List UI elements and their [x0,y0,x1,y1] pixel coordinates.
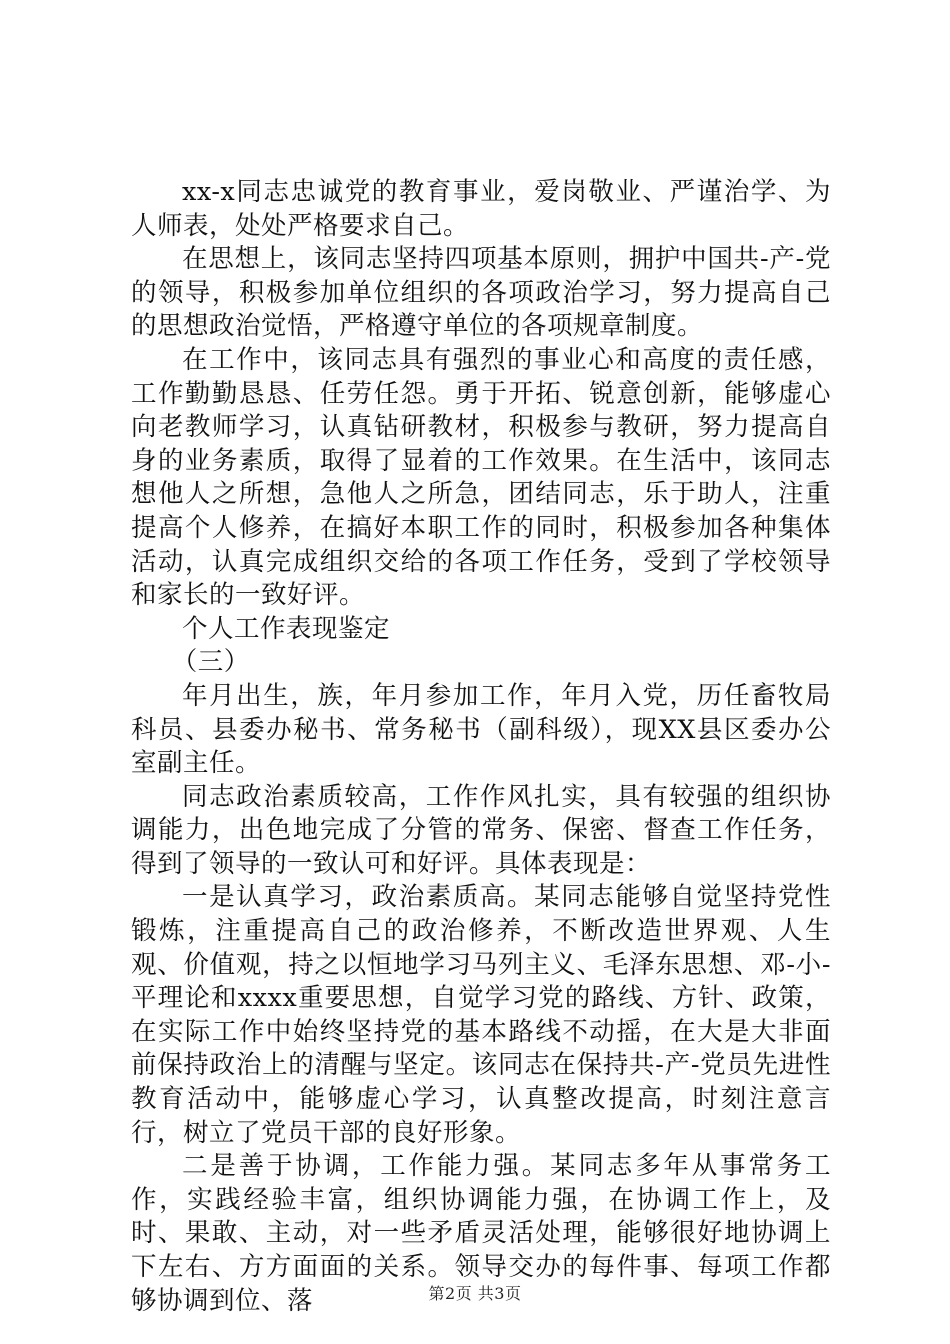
section-number: （三） [171,647,250,678]
paragraph: 一是认真学习，政治素质高。某同志能够自觉坚持党性锻炼，注重提高自己的政治修养，不断改造世界观、人生观、价值观，持之以恒地学习马列主义、毛泽东思想、邓-小-平理论和xxxx重要思想，自觉学习党的路线、方针、政策，在实际工作中始终坚持党的基本路线不动摇，在大是大非面前保持政治上的清醒与坚定。该同志在保持共-产-党员先进性教育活动中，能够虚心学习，认真整改提高，时刻注意言行，树立了党员干部的良好形象。 [131,882,831,1148]
paragraph: 在思想上，该同志坚持四项基本原则，拥护中国共-产-党的领导，积极参加单位组织的各项政治学习，努力提高自己的思想政治觉悟，严格遵守单位的各项规章制度。 [131,244,831,342]
page-number-footer: 第2页 共3页 [428,1284,522,1303]
paragraph: 二是善于协调，工作能力强。某同志多年从事常务工作，实践经验丰富，组织协调能力强，在协调工作上，及时、果敢、主动，对一些矛盾灵活处理，能够很好地协调上下左右、方方面面的关系。领导交办的每件事、每项工作都够协调到位、落 [131,1151,831,1316]
paragraph: xx-x同志忠诚党的教育事业，爱岗敬业、严谨治学、为人师表，处处严格要求自己。 [131,177,831,241]
document-body [131,176,831,1318]
paragraph: 年月出生，族，年月参加工作，年月入党，历任畜牧局科员、县委办秘书、常务秘书（副科级），现XX县区委办公室副主任。 [131,680,831,779]
paragraph: 在工作中，该同志具有强烈的事业心和高度的责任感，工作勤勤恳恳、任劳任怨。勇于开拓、锐意创新，能够虚心向老教师学习，认真钻研教材，积极参与教研，努力提高自身的业务素质，取得了显着的工作效果。在生活中，该同志想他人之所想，急他人之所急，团结同志，乐于助人，注重提高个人修养，在搞好本职工作的同时，积极参加各种集体活动，认真完成组织交给的各项工作任务，受到了学校领导和家长的一致好评。 [131,344,831,611]
paragraph: 同志政治素质较高，工作作风扎实，具有较强的组织协调能力，出色地完成了分管的常务、保密、督查工作任务，得到了领导的一致认可和好评。具体表现是： [131,781,831,879]
section-heading: 个人工作表现鉴定 [182,613,391,644]
